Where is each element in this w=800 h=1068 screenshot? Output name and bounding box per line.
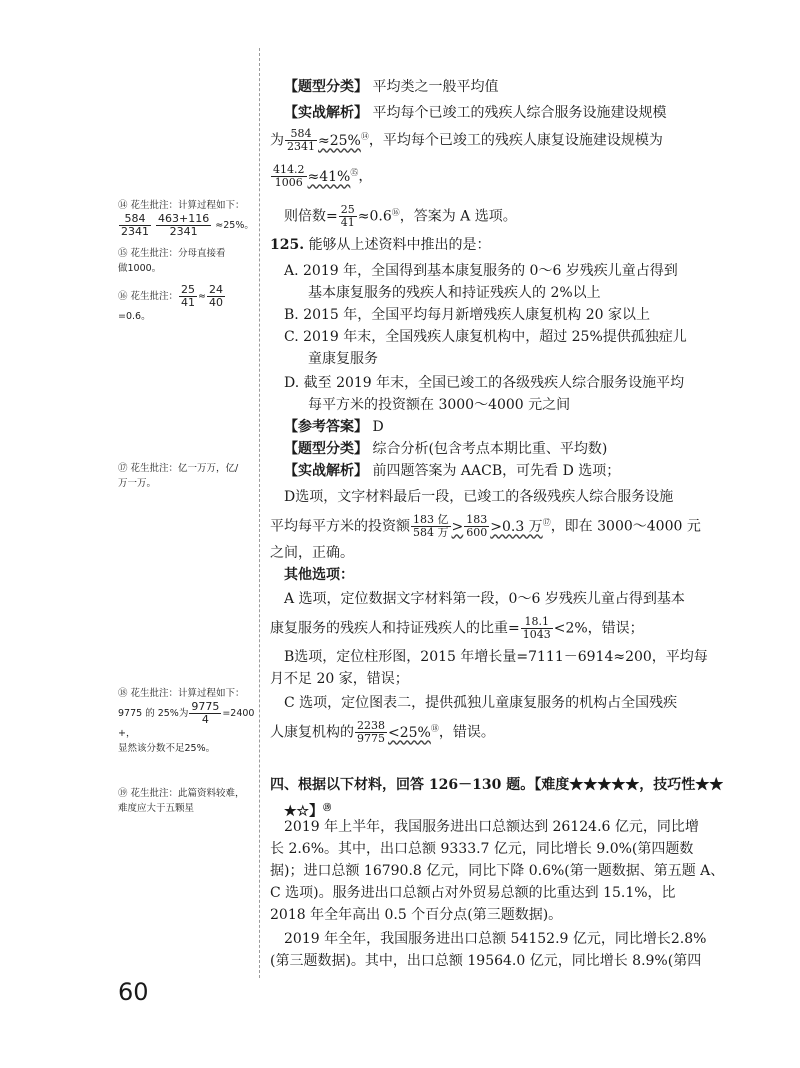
- side-note-18-fraction: $\frac{9775}{4}$: [191, 700, 220, 726]
- question-125: [270, 236, 491, 254]
- side-note-18-line2: 9775 的 25%为 $\frac{9775}{4}$ =2400 +，: [118, 700, 255, 739]
- type-category-text: 平均类之一般平均值: [372, 79, 499, 95]
- other-options-title: 其他选项：: [284, 567, 354, 583]
- type-category-line-2: [284, 440, 607, 458]
- option-d-analysis-2: 平均每平方米的投资额 $\frac{\text{183 亿}}{\text{584 万}}$ > $\frac{183}{600}$ >0.3 万⑰，即在 3000～4000 元: [270, 513, 701, 540]
- side-note-14: [118, 198, 256, 238]
- option-d-line2: 每平方米的投资额在 3000～4000 元之间: [308, 397, 571, 413]
- reference-answer: [284, 418, 384, 436]
- material-para1-line1: 2019 年上半年，我国服务进出口总额达到 26124.6 亿元，同比增: [284, 819, 699, 835]
- side-note-17: [118, 461, 256, 491]
- option-a-analysis-1: A 选项，定位数据文字材料第一段，0～6 岁残疾儿童占得到基本: [284, 591, 685, 607]
- section-four-heading-2: ★☆】⑲: [284, 802, 332, 820]
- option-a-line1: A. 2019 年，全国得到基本康复服务的 0～6 岁残疾儿童占得到: [284, 263, 678, 279]
- type-category-line: [284, 78, 498, 96]
- reference-answer-value: D: [372, 419, 384, 435]
- material-para1-line2: 长 2.6%。其中，出口总额 9333.7 亿元，同比增长 9.0%(第四题数: [270, 841, 694, 857]
- material-para1-line3: 据)；进口总额 16790.8 亿元，同比下降 0.6%(第一题数据、第五题 A、: [270, 863, 725, 879]
- question-number: 125.: [270, 237, 305, 253]
- side-note-14-line2: $\frac{584}{2341}$ $\frac{463+116}{2341}$ ≈25%。: [121, 212, 254, 238]
- page-number: 60: [118, 978, 149, 1006]
- option-d-analysis-3: 之间，正确。: [270, 545, 354, 561]
- side-note-14-fraction2: $\frac{463+116}{2341}$: [158, 212, 210, 238]
- option-a-analysis-2: 康复服务的残疾人和持证残疾人的比重= $\frac{18.1}{1043}$ <2%，错误；: [270, 615, 644, 641]
- option-d-formula: $\frac{\text{183 亿}}{\text{584 万}}$ > $\frac{183}{600}$ >0.3 万: [413, 513, 543, 540]
- option-c-line1: C. 2019 年末，全国残疾人康复机构中，超过 25%提供孤独症儿: [284, 329, 687, 345]
- analysis-formula-2: $\frac{414.2}{1006}$ ≈41%: [273, 163, 351, 190]
- option-d-analysis-1: D选项，文字材料最后一段，已竣工的各级残疾人综合服务设施: [284, 489, 674, 505]
- analysis-tag-2: 【实战解析】: [284, 463, 368, 479]
- analysis-line-4: 则倍数= $\frac{25}{41}$ ≈0.6⑯，答案为 A 选项。: [284, 203, 517, 230]
- option-c-analysis-1: C 选项，定位图表二，提供孤独儿童康复服务的机构占全国残疾: [284, 695, 678, 711]
- type-category-text-2: 综合分析(包含考点本期比重、平均数): [372, 441, 608, 457]
- side-note-17-line1: ⑰ 花生批注：亿一万万，亿/: [118, 463, 239, 474]
- material-para2-line2: (第三题数据)。其中，出口总额 19564.0 亿元，同比增长 8.9%(第四: [270, 953, 702, 969]
- side-note-18-line3: 显然该分数不足25%。: [118, 743, 216, 754]
- analysis-line-5: [284, 462, 620, 480]
- option-d-line1: D. 截至 2019 年末，全国已竣工的各级残疾人综合服务设施平均: [284, 375, 685, 391]
- option-c-analysis-2: 人康复机构的 $\frac{2238}{9775}$ <25%⑱，错误。: [270, 719, 495, 746]
- side-note-19-line1: ⑲ 花生批注：此篇资料较难，: [118, 788, 245, 799]
- option-b-analysis-1: B选项，定位柱形图，2015 年增长量=7111－6914≈200，平均每: [284, 649, 708, 665]
- side-note-15-line1: ⑮ 花生批注：分母直接看: [118, 248, 226, 259]
- side-note-16-fraction1: $\frac{25}{41}$: [181, 283, 196, 309]
- analysis-text: 平均每个已竣工的残疾人综合服务设施建设规模: [372, 105, 667, 121]
- question-text: 能够从上述资料中推出的是：: [308, 237, 491, 253]
- material-para1-line4: C 选项)。服务进出口总额占对外贸易总额的比重达到 15.1%，比: [270, 885, 676, 901]
- side-note-14-line1: ⑭ 花生批注：计算过程如下：: [118, 200, 245, 211]
- side-note-14-fraction1: $\frac{584}{2341}$: [121, 212, 149, 238]
- type-category-tag: 【题型分类】: [284, 79, 368, 95]
- analysis-text-2: 前四题答案为 AACB，可先看 D 选项；: [372, 463, 621, 479]
- option-c-line2: 童康复服务: [308, 351, 378, 367]
- side-note-16: ⑯ 花生批注： $\frac{25}{41}$ ≈ $\frac{24}{40}$ =0.6。: [118, 283, 223, 322]
- side-note-15-line2: 做1000。: [118, 263, 162, 274]
- type-category-tag-2: 【题型分类】: [284, 441, 368, 457]
- side-note-19-line2: 难度应大于五颗星: [118, 803, 195, 814]
- reference-answer-tag: 【参考答案】: [284, 419, 368, 435]
- option-b: B. 2015 年，全国平均每月新增残疾人康复机构 20 家以上: [284, 307, 650, 323]
- side-note-16-fraction2: $\frac{24}{40}$: [209, 283, 223, 309]
- analysis-line-2: 为 $\frac{584}{2341}$ ≈25%⑭，平均每个已竣工的残疾人康复设施建设规模为: [270, 127, 663, 154]
- side-note-19: [118, 786, 256, 816]
- analysis-line-3: $\frac{414.2}{1006}$ ≈41%⑮，: [270, 164, 372, 189]
- side-note-15: [118, 246, 256, 276]
- option-c-formula: $\frac{2238}{9775}$ <25%: [357, 719, 431, 746]
- material-para1-line5: 2018 年全年高出 0.5 个百分点(第三题数据)。: [270, 907, 563, 923]
- material-para2-line1: 2019 年全年，我国服务进出口总额 54152.9 亿元，同比增长2.8%: [284, 931, 707, 947]
- option-b-analysis-2: 月不足 20 家，错误；: [270, 671, 409, 687]
- side-note-17-line2: 万一万。: [118, 478, 157, 489]
- margin-divider: [259, 48, 260, 978]
- section-four-heading-1: 四、根据以下材料，回答 126－130 题。【难度★★★★★，技巧性★★: [270, 777, 724, 793]
- analysis-formula-1: $\frac{584}{2341}$ ≈25%: [287, 127, 361, 154]
- option-a-line2: 基本康复服务的残疾人和持证残疾人的 2%以上: [308, 285, 601, 301]
- side-note-18: [118, 686, 256, 756]
- analysis-line: [284, 104, 666, 122]
- analysis-tag: 【实战解析】: [284, 105, 368, 121]
- side-note-18-line1: ⑱ 花生批注：计算过程如下：: [118, 688, 245, 699]
